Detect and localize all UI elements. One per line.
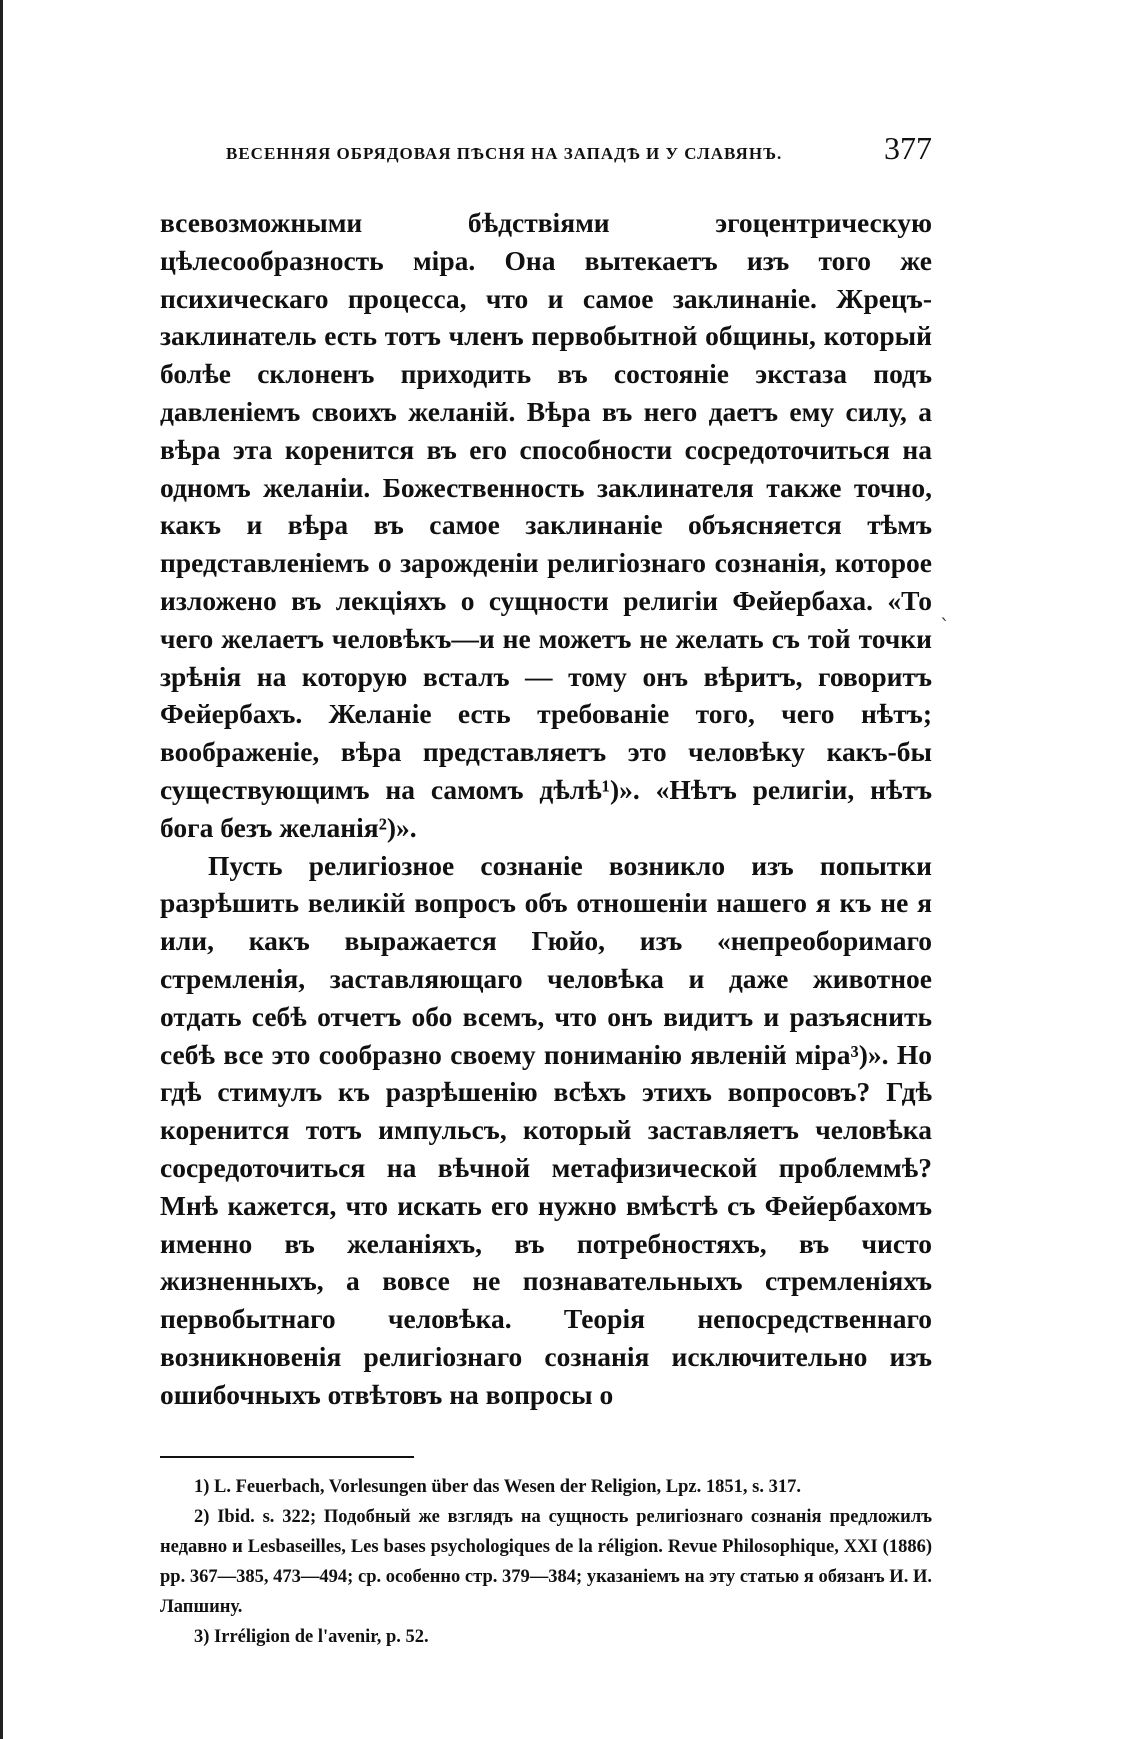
footnote-3: 3) Irréligion de l'avenir, p. 52. <box>194 1626 429 1647</box>
footnote-divider <box>160 1456 414 1458</box>
margin-tick-mark: ` <box>940 614 950 638</box>
page-spine-edge <box>0 0 3 1739</box>
body-text <box>160 204 932 1414</box>
running-head <box>160 130 932 180</box>
paragraph-2: Пусть религіозное сознаніе возникло изъ попытки разрѣшить великій вопросъ объ отношеніи нашего я къ не я или, какъ выражается Гюйо, изъ «непреоборимаго стремленія, заставляющаго человѣка и даже животное отдать себѣ отчетъ обо всемъ, что онъ видитъ и разъяснить себѣ все это сообразно своему пониманію явленій міра³)». Но гдѣ стимулъ къ разрѣшенію всѣхъ этихъ вопросовъ? Гдѣ коренится тотъ импульсъ, который заставляетъ человѣка сосредоточиться на вѣчной метафизической проблеммѣ? Мнѣ кажется, что искать его нужно вмѣстѣ съ Фейербахомъ именно въ желаніяхъ, въ потребностяхъ, въ чисто жизненныхъ, а вовсе не познавательныхъ стремленіяхъ первобытнаго человѣка. Теорія непосредственнаго возникновенія религіознаго сознанія исключительно изъ ошибочныхъ отвѣтовъ на вопросы о <box>160 849 932 1410</box>
book-page <box>160 130 932 1652</box>
page-number: 377 <box>884 130 932 166</box>
footnotes <box>160 1472 932 1652</box>
running-title: ВЕСЕННЯЯ ОБРЯДОВАЯ ПѢСНЯ НА ЗАПАДѢ И У СЛАВЯНЪ. <box>226 144 783 163</box>
footnote-1: 1) L. Feuerbach, Vorlesungen über das Wesen der Religion, Lpz. 1851, s. 317. <box>194 1476 801 1497</box>
paragraph-1: всевозможными бѣдствіями эгоцентрическую цѣлесообразность міра. Она вытекаетъ изъ того же психическаго процесса, что и самое заклинаніе. Жрецъ-заклинатель есть тотъ членъ первобытной общины, который болѣе склоненъ приходить въ состояніе экстаза подъ давленіемъ своихъ желаній. Вѣра въ него даетъ ему силу, а вѣра эта коренится въ его способности сосредоточиться на одномъ желаніи. Божественность заклинателя также точно, какъ и вѣра въ самое заклинаніе объясняется тѣмъ представленіемъ о зарожденіи религіознаго сознанія, которое изложено въ лекціяхъ о сущности религіи Фейербаха. «То чего желаетъ человѣкъ—и не можетъ не желать съ той точки зрѣнія на которую всталъ — тому онъ вѣритъ, говоритъ Фейербахъ. Желаніе есть требованіе того, чего нѣтъ; воображеніе, вѣра представляетъ это человѣку какъ-бы существующимъ на самомъ дѣлѣ¹)». «Нѣтъ религіи, нѣтъ бога безъ желанія²)». <box>160 207 932 843</box>
footnote-2: 2) Ibid. s. 322; Подобный же взглядъ на сущность религіознаго сознанія предложилъ недавно и Lesbaseilles, Les bases psychologiques de la réligion. Revue Philosophique, XXI (1886) pp. 367—385, 473—494; ср. особенно стр. 379—384; указаніемъ на эту статью я обязанъ И. И. Лапшину. <box>160 1506 932 1617</box>
